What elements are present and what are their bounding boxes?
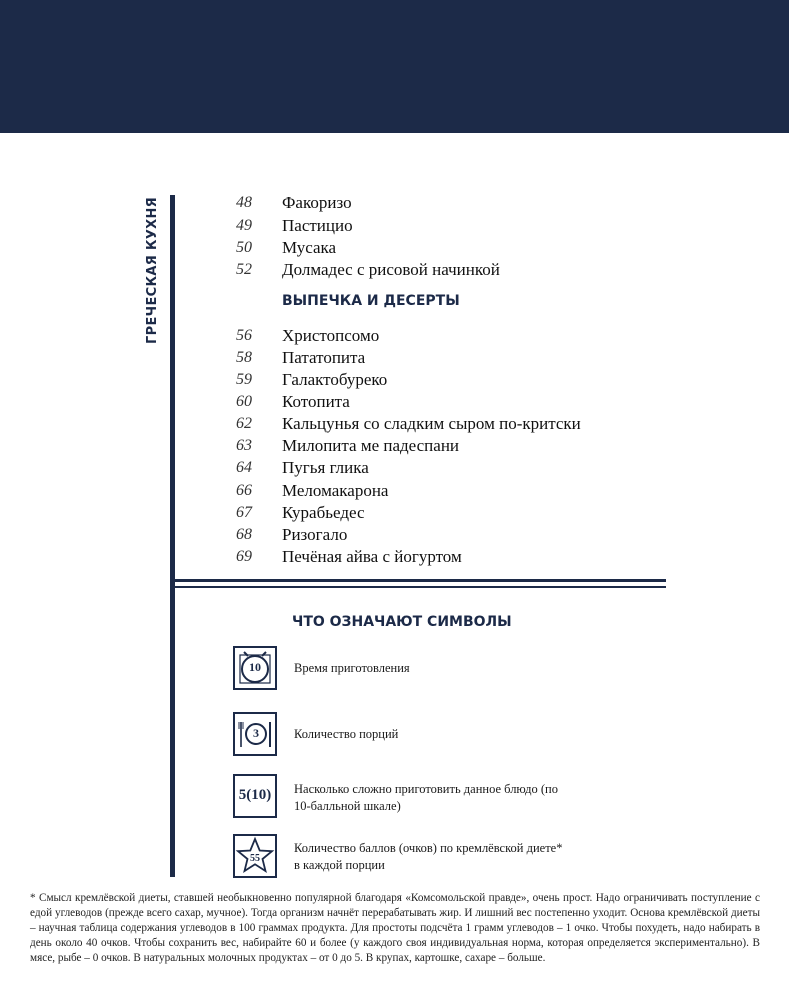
- toc-entry[interactable]: [200, 502, 660, 524]
- clock-icon: [233, 646, 277, 690]
- toc-entry-title: Галактобуреко: [282, 370, 388, 389]
- toc-entry[interactable]: [200, 435, 660, 457]
- toc-entry[interactable]: [200, 369, 660, 391]
- symbol-description: Количество порций: [294, 727, 399, 741]
- toc-page-number: 68: [236, 526, 252, 543]
- toc-entry-title: Меломакарона: [282, 481, 389, 500]
- symbol-description: Время приготовления: [294, 661, 410, 675]
- toc-page-number: 66: [236, 482, 252, 499]
- toc-page-number: 64: [236, 459, 252, 476]
- toc-entry-title: Долмадес с рисовой начинкой: [282, 260, 500, 279]
- toc-page-number: 62: [236, 415, 252, 432]
- toc-page-number: 69: [236, 548, 252, 565]
- toc-page-number: 59: [236, 371, 252, 388]
- toc-entry[interactable]: [200, 237, 660, 259]
- toc-entry[interactable]: [200, 413, 660, 435]
- sidebar-title-text: ГРЕЧЕСКАЯ КУХНЯ: [144, 196, 160, 344]
- toc-page-number: 48: [236, 194, 252, 211]
- toc-entry-title: Милопита ме падеспани: [282, 436, 460, 455]
- section-sidebar-title: [140, 190, 164, 350]
- toc-entry[interactable]: [200, 325, 660, 347]
- toc-entry[interactable]: [200, 391, 660, 413]
- toc-entry-title: Печёная айва с йогуртом: [282, 547, 462, 566]
- toc-page-number: 60: [236, 393, 252, 410]
- toc-entry[interactable]: [200, 347, 660, 369]
- vertical-rule: [170, 195, 175, 877]
- toc-entry-title: Пугья глика: [282, 458, 369, 477]
- toc-entry-title: Котопита: [282, 392, 350, 411]
- toc-page-number: 49: [236, 217, 252, 234]
- plate-icon: [233, 712, 277, 756]
- toc-entry[interactable]: [200, 480, 660, 502]
- toc-entry[interactable]: [200, 546, 660, 568]
- footnote: * Смысл кремлёвской диеты, ставшей необыкновенно популярной благодаря «Комсомольской правде», очень прост. Надо ограничивать поступление с едой углеводов (прежде всего сахар, мучное). Тогда организм начнёт перерабатывать жир. И лишний вес постепенно уходит. Основа кремлёвской диеты – научная таблица содержания углеводов в 100 граммах продукта. Для простоты подсчёта 1 грамм углеводов – 1 очко. Чтобы похудеть, надо набирать в день около 40 очков. Чтобы сохранить вес, набирайте 60 и более (у каждого своя индивидуальная норма, которая определяется экспериментально). В мясе, рыбе – 0 очков. В натуральных молочных продуктах – от 0 до 5. В крупах, картошке, сахаре – больше.: [30, 892, 760, 964]
- toc-entry-title: Курабьедес: [282, 503, 365, 522]
- toc-entry-title: Пастицио: [282, 216, 353, 235]
- toc-entry[interactable]: [200, 192, 660, 214]
- toc-entry[interactable]: [200, 524, 660, 546]
- toc-page-number: 52: [236, 261, 252, 278]
- toc-entry[interactable]: [200, 215, 660, 237]
- symbols-heading: ЧТО ОЗНАЧАЮТ СИМВОЛЫ: [292, 614, 512, 630]
- toc-entry-title: Мусака: [282, 238, 337, 257]
- plate-value: 3: [253, 726, 259, 740]
- horizontal-rule-thin: [170, 586, 666, 588]
- difficulty-icon: [233, 774, 277, 818]
- toc-page-number: 63: [236, 437, 252, 454]
- toc-entry[interactable]: [200, 457, 660, 479]
- horizontal-rule: [170, 579, 666, 582]
- symbol-description: Насколько сложно приготовить данное блюдо (по 10-балльной шкале): [294, 782, 558, 813]
- star-icon: [233, 834, 277, 878]
- difficulty-value: 5(10): [238, 787, 272, 803]
- toc-page-number: 67: [236, 504, 252, 521]
- toc-entry-title: Кальцунья со сладким сыром по-критски: [282, 414, 581, 433]
- toc-entry-title: Христопсомо: [282, 326, 380, 345]
- toc-entry-title: Ризогало: [282, 525, 348, 544]
- toc-page-number: 50: [236, 239, 252, 256]
- toc-entry-title: Пататопита: [282, 348, 366, 367]
- symbol-description: Количество баллов (очков) по кремлёвской диете* в каждой порции: [294, 841, 563, 872]
- header-band: [0, 0, 789, 133]
- clock-value: 10: [249, 660, 261, 674]
- toc-entry-title: Факоризо: [282, 193, 352, 212]
- toc-page-number: 58: [236, 349, 252, 366]
- star-value: 55: [250, 853, 260, 864]
- toc-entry[interactable]: [200, 259, 660, 281]
- section-heading: ВЫПЕЧКА И ДЕСЕРТЫ: [282, 293, 460, 309]
- toc-page-number: 56: [236, 327, 252, 344]
